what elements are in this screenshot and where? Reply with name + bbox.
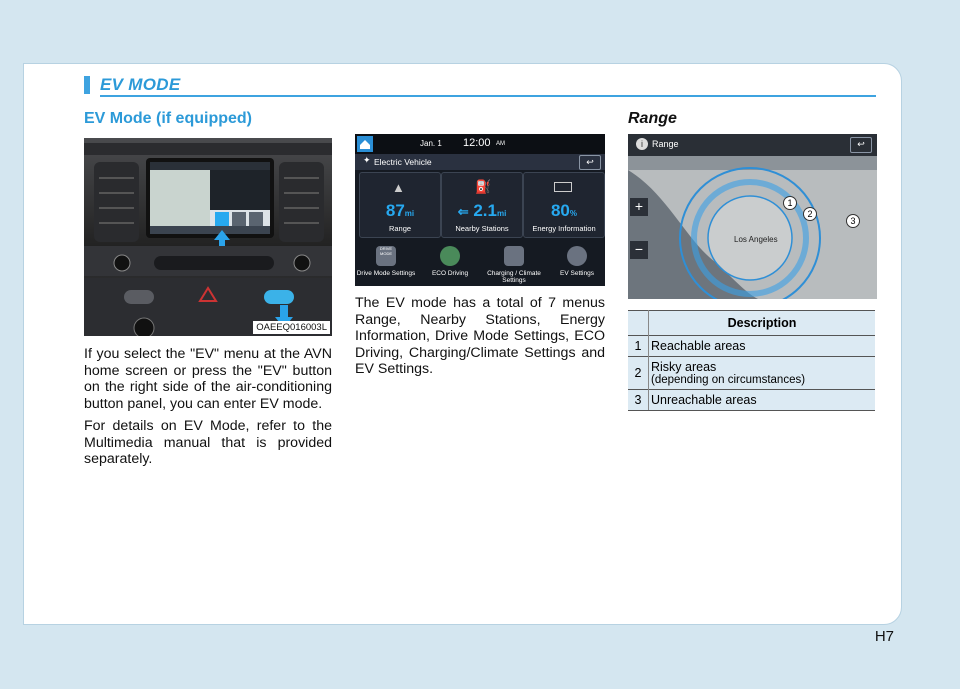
range-value: 87 xyxy=(385,201,405,220)
table-row: 1 Reachable areas xyxy=(628,336,875,357)
tile-energy-information[interactable] xyxy=(523,172,605,238)
eco-driving-icon[interactable] xyxy=(440,246,460,266)
middle-paragraph: The EV mode has a total of 7 menus Range, Nearby Stations, Energy Information, Drive Mode Settings, ECO Driving, Charging/Climate Settings and EV Settings. xyxy=(355,295,605,377)
ev-settings-gear-icon[interactable] xyxy=(567,246,587,266)
range-heading: Range xyxy=(628,110,677,127)
table-header-description: Description xyxy=(649,311,876,336)
table-row: 2 Risky areas (depending on circumstances) xyxy=(628,357,875,390)
map-title: Range xyxy=(652,139,679,149)
charging-climate-label[interactable]: Charging / Climate Settings xyxy=(487,270,541,284)
nearby-unit: mi xyxy=(496,209,507,218)
battery-icon xyxy=(554,182,572,192)
charging-station-icon: ⛽ xyxy=(475,179,492,194)
charging-climate-icon[interactable] xyxy=(504,246,524,266)
ev-screen xyxy=(355,134,605,286)
range-description-table xyxy=(628,310,875,411)
zoom-in-button[interactable]: + xyxy=(630,198,648,216)
range-icon: ▲ xyxy=(392,180,405,195)
nearby-label: Nearby Stations xyxy=(455,224,509,233)
header-accent-bar xyxy=(84,76,90,94)
nearby-value: 2.1 xyxy=(473,201,497,220)
left-paragraph-1: If you select the "EV" menu at the AVN home screen or press the "EV" button on the right side of the air-conditioning button panel, you can enter EV mode. xyxy=(84,346,332,412)
table-header-row xyxy=(628,311,875,336)
marker-1: 1 xyxy=(783,196,797,210)
header-rule xyxy=(100,95,876,97)
home-icon[interactable] xyxy=(357,136,373,152)
drive-mode-settings-label[interactable]: Drive Mode Settings xyxy=(356,270,416,277)
table-row: 3 Unreachable areas xyxy=(628,390,875,411)
left-text xyxy=(84,346,332,474)
range-label: Range xyxy=(388,224,412,233)
marker-3: 3 xyxy=(846,214,860,228)
range-map-illustration xyxy=(628,134,877,299)
dashboard-photo xyxy=(84,138,332,336)
ev-settings-label[interactable]: EV Settings xyxy=(560,270,594,277)
left-paragraph-2: For details on EV Mode, refer to the Multimedia manual that is provided separately. xyxy=(84,418,332,467)
marker-2: 2 xyxy=(803,207,817,221)
image-caption: OAEEQ016003L xyxy=(253,321,330,334)
arrow-left-icon: ⇐ xyxy=(457,204,469,219)
ev-mode-heading: EV Mode (if equipped) xyxy=(84,110,252,127)
energy-unit: % xyxy=(569,209,578,218)
info-icon: i xyxy=(636,138,648,150)
status-time: 12:00 xyxy=(463,137,491,149)
zoom-out-button[interactable]: − xyxy=(630,241,648,259)
middle-text xyxy=(355,295,605,384)
eco-driving-label[interactable]: ECO Driving xyxy=(431,270,469,277)
range-unit: mi xyxy=(404,209,415,218)
city-label: Los Angeles xyxy=(734,235,778,244)
tile-range[interactable] xyxy=(359,172,441,238)
lightning-icon: ✦ xyxy=(363,155,371,165)
dashboard-illustration xyxy=(84,138,332,336)
tile-nearby-stations[interactable] xyxy=(441,172,523,238)
status-date: Jan. 1 xyxy=(420,139,442,148)
range-map xyxy=(628,134,877,299)
energy-label: Energy Information xyxy=(532,224,596,233)
page-number: H7 xyxy=(874,628,894,645)
status-ampm: AM xyxy=(496,141,505,147)
back-icon[interactable]: ↩ xyxy=(579,155,601,170)
energy-value: 80 xyxy=(550,201,570,220)
section-header: EV MODE xyxy=(100,75,181,94)
back-icon[interactable]: ↩ xyxy=(850,137,872,153)
drive-mode-icon[interactable]: DRIVE MODE xyxy=(376,246,396,266)
screen-title: Electric Vehicle xyxy=(374,157,432,167)
